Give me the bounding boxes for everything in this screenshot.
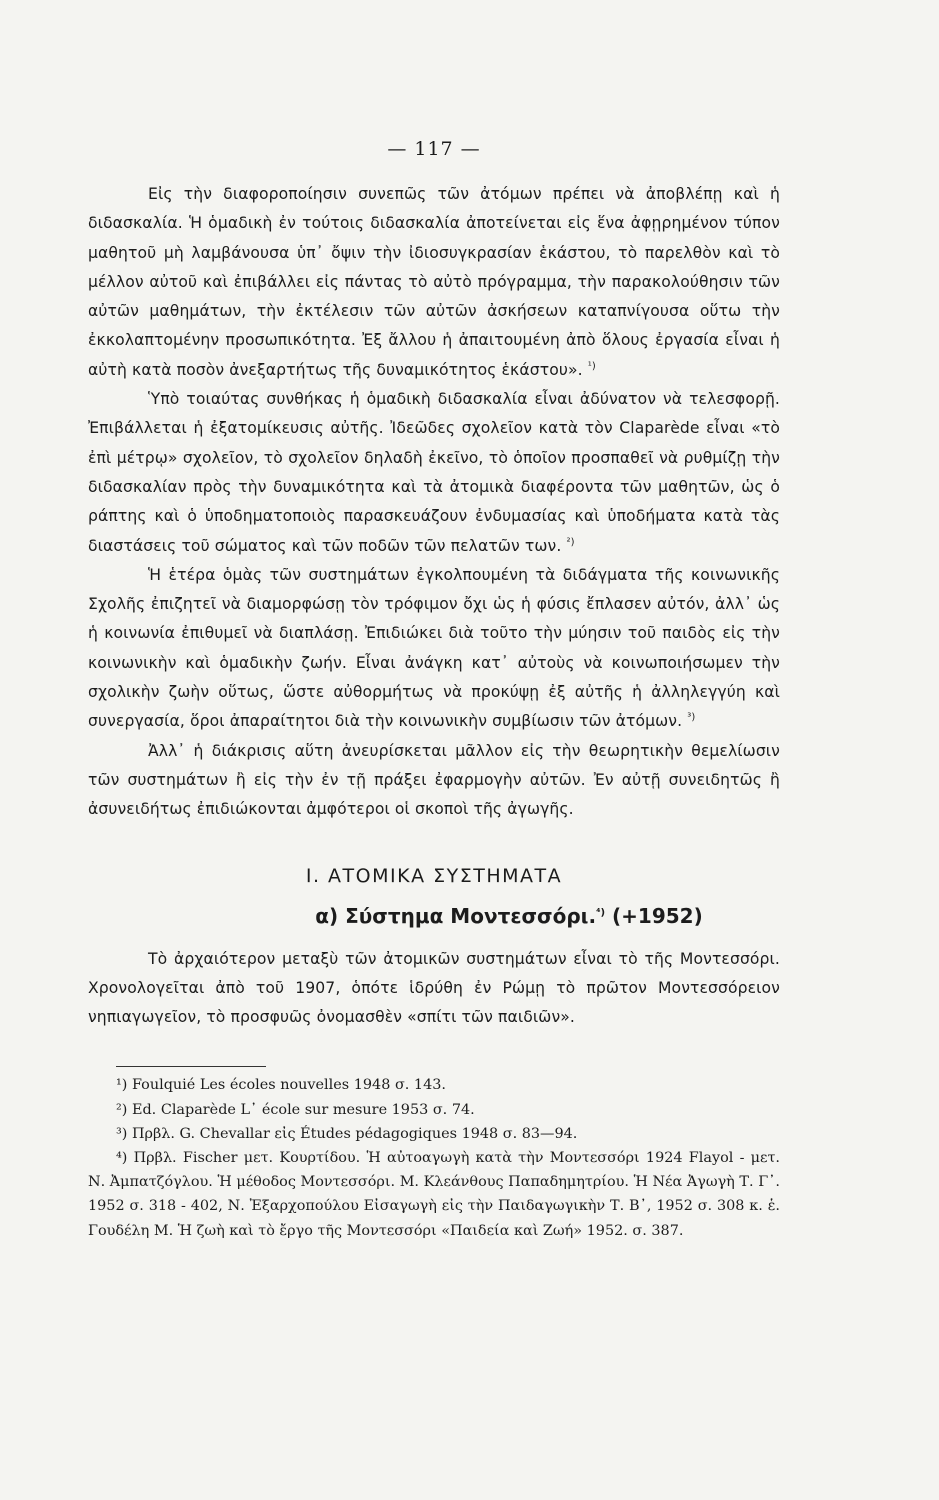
- subsection-heading: [88, 901, 780, 931]
- footnote-ref-3: ³): [687, 712, 696, 724]
- page-number: — 117 —: [387, 138, 481, 160]
- footnote-ref-4: ⁴): [596, 906, 606, 918]
- footnote-ref-1: ¹): [587, 360, 596, 372]
- section-paragraph: Τὸ ἀρχαιότερον μεταξὺ τῶν ἀτομικῶν συστημάτων εἶναι τὸ τῆς Μοντεσσόρι. Χρονολογεῖται ἀπὸ τοῦ 1907, ὁπότε ἱδρύθη ἐν Ρώμῃ τὸ πρῶτον Μοντεσσόρειον νηπιαγωγεῖον, τὸ προσφυῶς ὀνομασθὲν «σπίτι τῶν παιδιῶν».: [88, 949, 780, 1027]
- footnote-1: ¹) Foulquié Les écoles nouvelles 1948 σ. 143.: [116, 1077, 446, 1094]
- paragraph-1: [88, 180, 780, 385]
- subsection-suffix: (+1952): [612, 903, 703, 928]
- paragraph-3: [88, 561, 780, 737]
- footnote-ref-2: ²): [566, 536, 575, 548]
- footnote-divider: [116, 1066, 266, 1067]
- footnote-4: ⁴) Πρβλ. Fischer μετ. Κουρτίδου. Ἡ αὐτοαγωγὴ κατὰ τὴν Μοντεσσόρι 1924 Flayol - μετ. Ν. Ἀμπατζόγλου. Ἡ μέθοδος Μοντεσσόρι. Μ. Κλεάνθους Παπαδημητρίου. Ἡ Νέα Ἀγωγὴ Τ. Γ᾿. 1952 σ. 318 - 402, Ν. Ἐξαρχοπούλου Εἰσαγωγὴ εἰς τὴν Παιδαγωγικὴν Τ. Β᾿, 1952 σ. 308 κ. ἑ. Γουδέλη Μ. Ἡ ζωὴ καὶ τὸ ἔργο τῆς Μοντεσσόρι «Παιδεία καὶ Ζωή» 1952. σ. 387.: [88, 1150, 780, 1239]
- paragraph-4: Ἀλλ᾿ ἡ διάκρισις αὕτη ἀνευρίσκεται μᾶλλον εἰς τὴν θεωρητικὴν θεμελίωσιν τῶν συστημάτων ἢ εἰς τὴν ἐν τῇ πράξει ἐφαρμογὴν αὐτῶν. Ἐν αὐτῇ συνειδητῶς ἢ ἀσυνειδήτως ἐπιδιώκονται ἀμφότεροι οἱ σκοποὶ τῆς ἀγωγῆς.: [88, 741, 780, 819]
- section-heading: Ι. ΑΤΟΜΙΚΑ ΣΥΣΤΗΜΑΤΑ: [305, 864, 563, 887]
- paragraph-3-text: Ἡ ἑτέρα ὁμὰς τῶν συστημάτων ἐγκολπουμένη τὰ διδάγματα τῆς κοινωνικῆς Σχολῆς ἐπιζητεῖ νὰ διαμορφώσῃ τὸν τρόφιμον ὄχι ὡς ἡ φύσις ἔπλασεν αὐτόν, ἀλλ᾿ ὡς ἡ κοινωνία ἐπιθυμεῖ νὰ διαπλάσῃ. Ἐπιδιώκει διὰ τοῦτο τὴν μύησιν τοῦ παιδὸς εἰς τὴν κοινωνικὴν καὶ ὁμαδικὴν ζωήν. Εἶναι ἀνάγκη κατ᾿ αὐτοὺς νὰ κοινωποιήσωμεν τὴν σχολικὴν ζωὴν οὕτως, ὥστε αὐθορμήτως νὰ προκύψῃ ἐξ αὐτῆς ἡ ἀλληλεγγύη καὶ συνεργασία, ὅροι ἀπαραίτητοι διὰ τὴν κοινωνικὴν συμβίωσιν τῶν ἀτόμων.: [88, 565, 780, 731]
- subsection-prefix: α): [315, 903, 339, 928]
- footnote-2: ²) Ed. Claparède L᾿ école sur mesure 1953 σ. 74.: [116, 1101, 475, 1118]
- paragraph-2: [88, 385, 780, 561]
- paragraph-2-text: Ὑπὸ τοιαύτας συνθήκας ἡ ὁμαδικὴ διδασκαλία εἶναι ἀδύνατον νὰ τελεσφορῇ. Ἐπιβάλλεται ἡ ἐξατομίκευσις αὐτῆς. Ἰδεῶδες σχολεῖον κατὰ τὸν Claparède εἶναι «τὸ ἐπὶ μέτρῳ» σχολεῖον, τὸ σχολεῖον δηλαδὴ ἐκεῖνο, τὸ ὁποῖον προσπαθεῖ νὰ ρυθμίζῃ τὴν διδασκαλίαν πρὸς τὴν δυναμικότητα καὶ τὰ ἀτομικὰ διαφέροντα τῶν μαθητῶν, ὡς ὁ ράπτης καὶ ὁ ὑποδηματοποιὸς παρασκευάζουν ἐνδυμασίας καὶ ὑποδήματα κατὰ τὰς διαστάσεις τοῦ σώματος καὶ τῶν ποδῶν τῶν πελατῶν των.: [88, 390, 780, 555]
- document-page: [88, 138, 780, 1243]
- subsection-title: Σύστημα Μοντεσσόρι.: [345, 903, 597, 928]
- footnote-3: ³) Πρβλ. G. Chevallar εἰς Études pédagogiques 1948 σ. 83—94.: [116, 1125, 578, 1142]
- paragraph-1-text: Εἰς τὴν διαφοροποίησιν συνεπῶς τῶν ἀτόμων πρέπει νὰ ἀποβλέπῃ καὶ ἡ διδασκαλία. Ἡ ὁμαδικὴ ἐν τούτοις διδασκαλία ἀποτείνεται εἰς ἕνα ἀφῃρημένον τύπον μαθητοῦ μὴ λαμβάνουσα ὑπ᾿ ὄψιν τὴν ἰδιοσυγκρασίαν ἑκάστου, τὸ παρελθὸν καὶ τὸ μέλλον αὐτοῦ καὶ ἐπιβάλλει εἰς πάντας τὸ αὐτὸ πρόγραμμα, τὴν παρακολούθησιν τῶν αὐτῶν μαθημάτων, τὴν ἐκτέλεσιν τῶν αὐτῶν ἀσκήσεων καταπνίγουσα οὕτω τὴν ἐκκολαπτομένην προσωπικότητα. Ἐξ ἄλλου ἡ ἀπαιτουμένη ἀπὸ ὅλους ἐργασία εἶναι ἡ αὐτὴ κατὰ ποσὸν ἀνεξαρτήτως τῆς δυναμικότητος ἑκάστου».: [88, 185, 780, 379]
